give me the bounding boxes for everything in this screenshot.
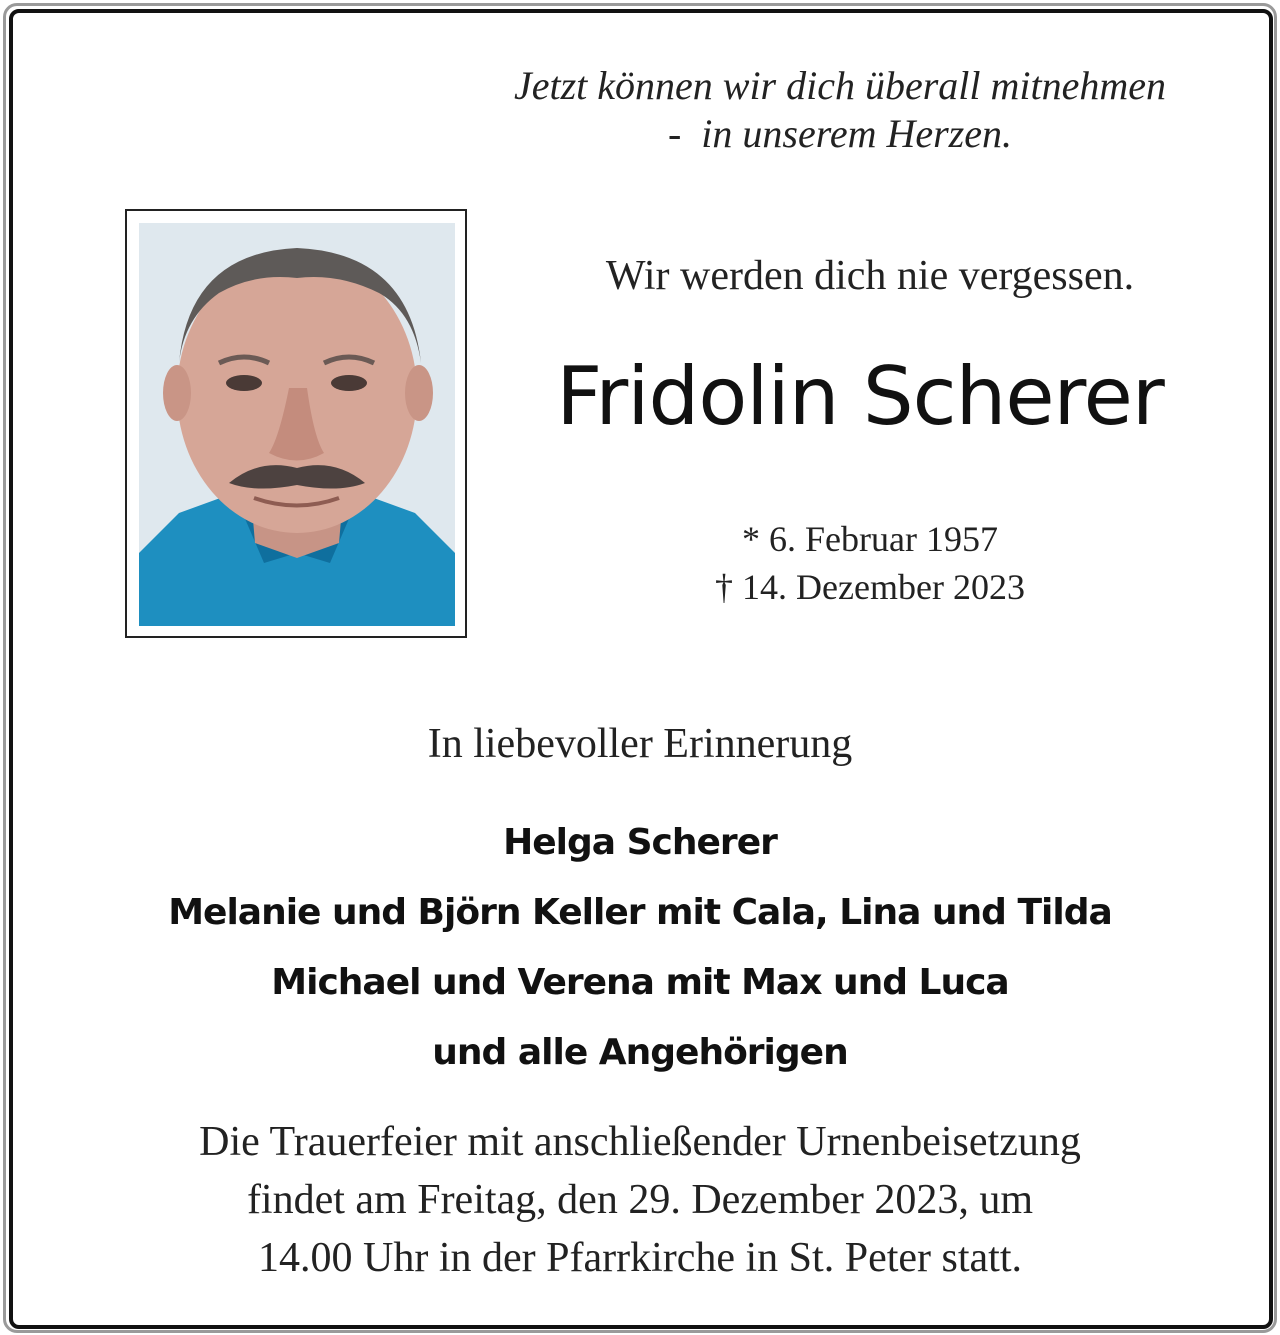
motto-line-2: - in unserem Herzen. bbox=[667, 111, 1012, 156]
remember-line: Wir werden dich nie vergessen. bbox=[605, 253, 1135, 299]
motto-line-1: Jetzt können wir dich überall mitnehmen bbox=[513, 63, 1167, 108]
mourner-line: und alle Angehörigen bbox=[432, 1032, 848, 1073]
mourners-list bbox=[80, 808, 1200, 1088]
ceremony-line: findet am Freitag, den 29. Dezember 2023, um bbox=[246, 1177, 1034, 1223]
mourner-line: Melanie und Björn Keller mit Cala, Lina und Tilda bbox=[168, 892, 1112, 933]
ceremony-line: 14.00 Uhr in der Pfarrkirche in St. Peter statt. bbox=[258, 1235, 1022, 1281]
ceremony-line: Die Trauerfeier mit anschließender Urnenbeisetzung bbox=[199, 1119, 1081, 1165]
portrait-illustration bbox=[139, 223, 455, 626]
birth-date: * 6. Februar 1957 bbox=[742, 519, 998, 559]
deceased-name: Fridolin Scherer bbox=[556, 350, 1164, 443]
ceremony-info bbox=[60, 1113, 1220, 1287]
mourner-line: Helga Scherer bbox=[503, 822, 777, 863]
life-dates bbox=[600, 515, 1140, 611]
motto-quote bbox=[440, 62, 1240, 158]
mourner-line: Michael und Verena mit Max und Luca bbox=[271, 962, 1009, 1003]
memory-line: In liebevoller Erinnerung bbox=[427, 721, 853, 767]
death-date: † 14. Dezember 2023 bbox=[715, 567, 1025, 607]
portrait-frame bbox=[125, 209, 467, 638]
portrait-photo bbox=[139, 223, 455, 626]
